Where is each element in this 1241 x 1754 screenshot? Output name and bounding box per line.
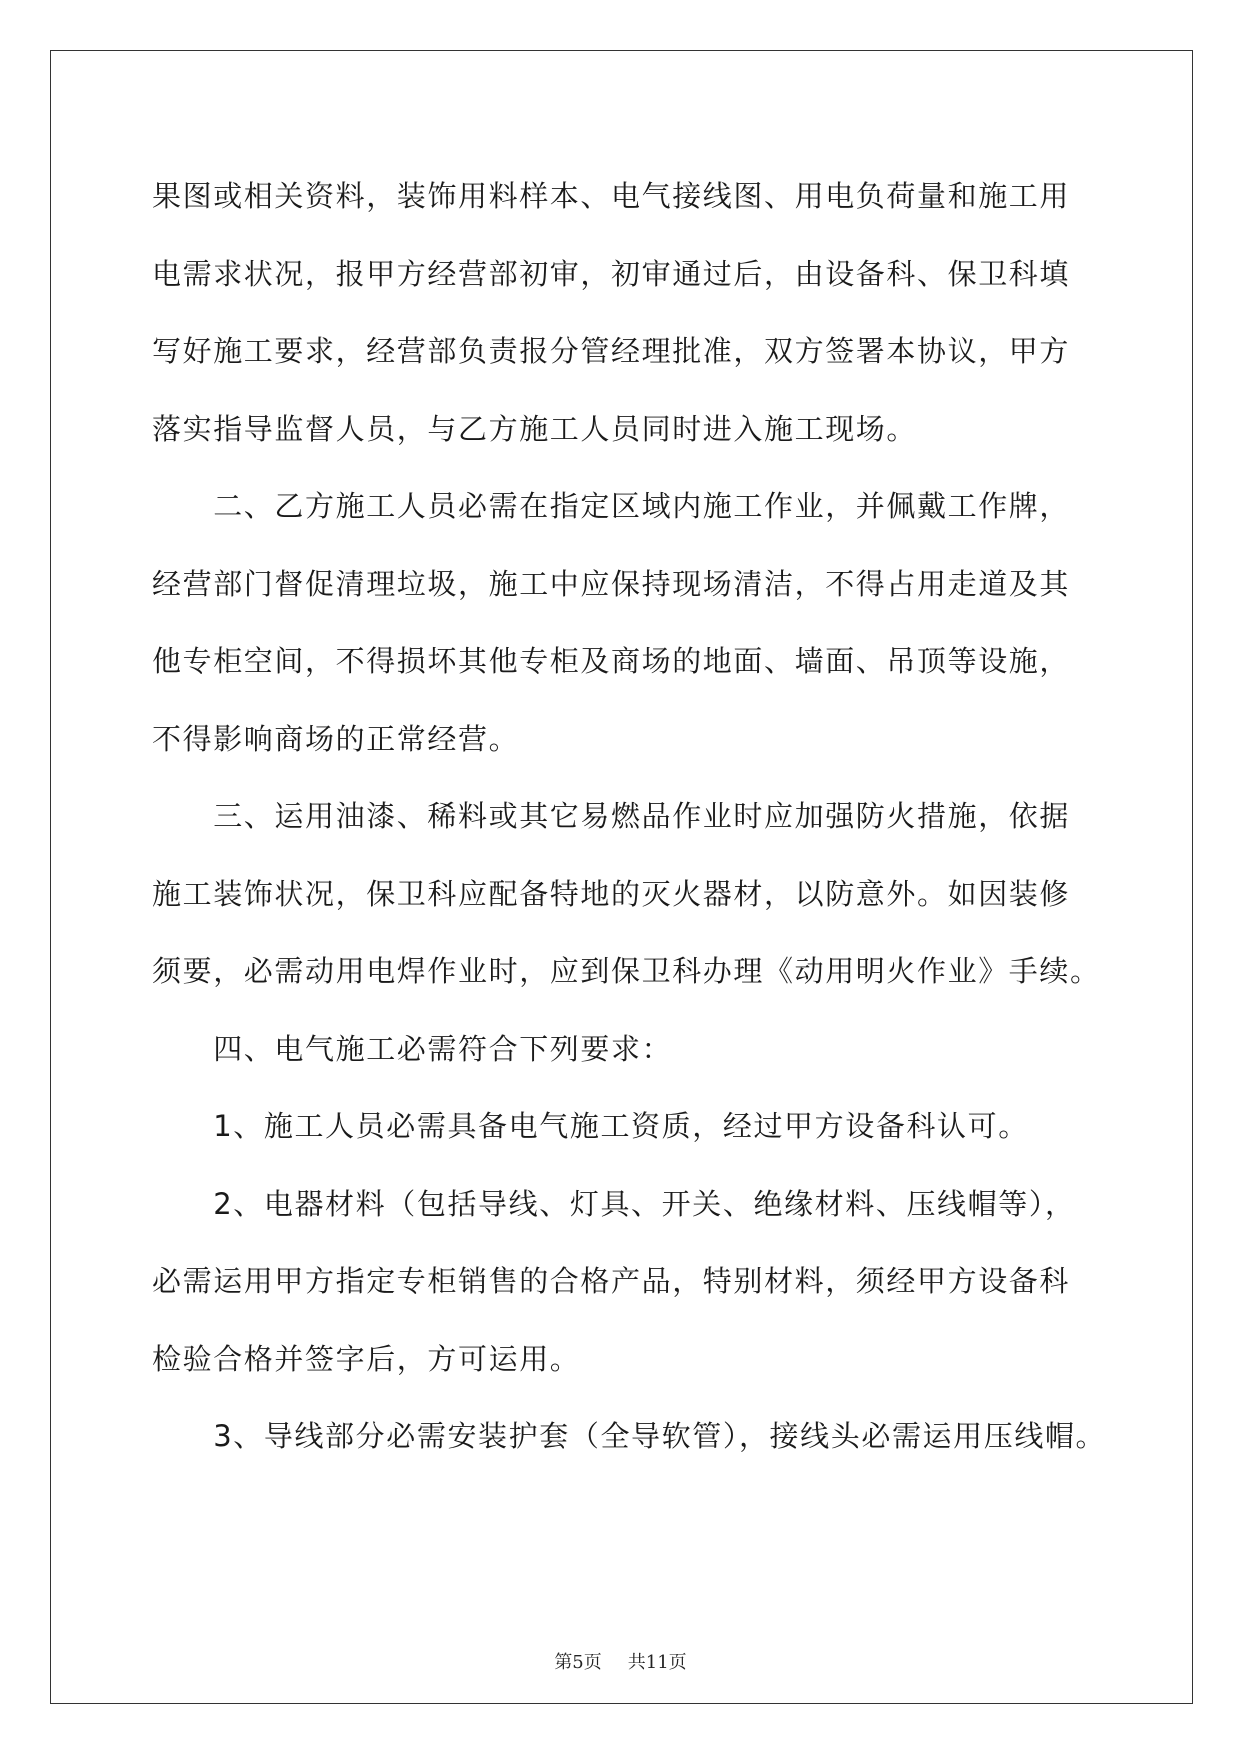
text-line: 二、乙方施工人员必需在指定区域内施工作业，并佩戴工作牌，: [152, 489, 1071, 523]
text-line: 3、导线部分必需安装护套（全导软管），接线头必需运用压线帽。: [152, 1419, 1107, 1453]
text-line: 须要，必需动用电焊作业时，应到保卫科办理《动用明火作业》手续。: [152, 954, 1101, 988]
text-line: 必需运用甲方指定专柜销售的合格产品，特别材料，须经甲方设备科: [152, 1264, 1071, 1298]
page-footer: [0, 1648, 1241, 1674]
text-line: 施工装饰状况，保卫科应配备特地的灭火器材，以防意外。如因装修: [152, 876, 1071, 911]
text-line: 他专柜空间，不得损坏其他专柜及商场的地面、墙面、吊顶等设施，: [152, 644, 1071, 678]
document-body: [152, 158, 1107, 1476]
text-line: 写好施工要求，经营部负责报分管经理批准，双方签署本协议，甲方: [152, 334, 1071, 368]
text-line: 检验合格并签字后，方可运用。: [152, 1341, 581, 1376]
text-line: 电需求状况，报甲方经营部初审，初审通过后，由设备科、保卫科填: [152, 256, 1071, 291]
text-line: 不得影响商场的正常经营。: [152, 721, 520, 756]
text-line: 果图或相关资料，装饰用料样本、电气接线图、用电负荷量和施工用: [152, 179, 1071, 213]
text-line: 四、电气施工必需符合下列要求：: [152, 1031, 673, 1066]
page-total: 共11页: [627, 1652, 687, 1673]
text-line: 三、运用油漆、稀料或其它易燃品作业时应加强防火措施，依据: [152, 799, 1071, 833]
text-line: 1、施工人员必需具备电气施工资质，经过甲方设备科认可。: [152, 1109, 1029, 1143]
text-line: 2、电器材料（包括导线、灯具、开关、绝缘材料、压线帽等），: [152, 1186, 1076, 1221]
page-number: 第5页: [554, 1652, 602, 1673]
text-line: 落实指导监督人员，与乙方施工人员同时进入施工现场。: [152, 411, 918, 446]
text-line: 经营部门督促清理垃圾，施工中应保持现场清洁，不得占用走道及其: [152, 566, 1071, 601]
